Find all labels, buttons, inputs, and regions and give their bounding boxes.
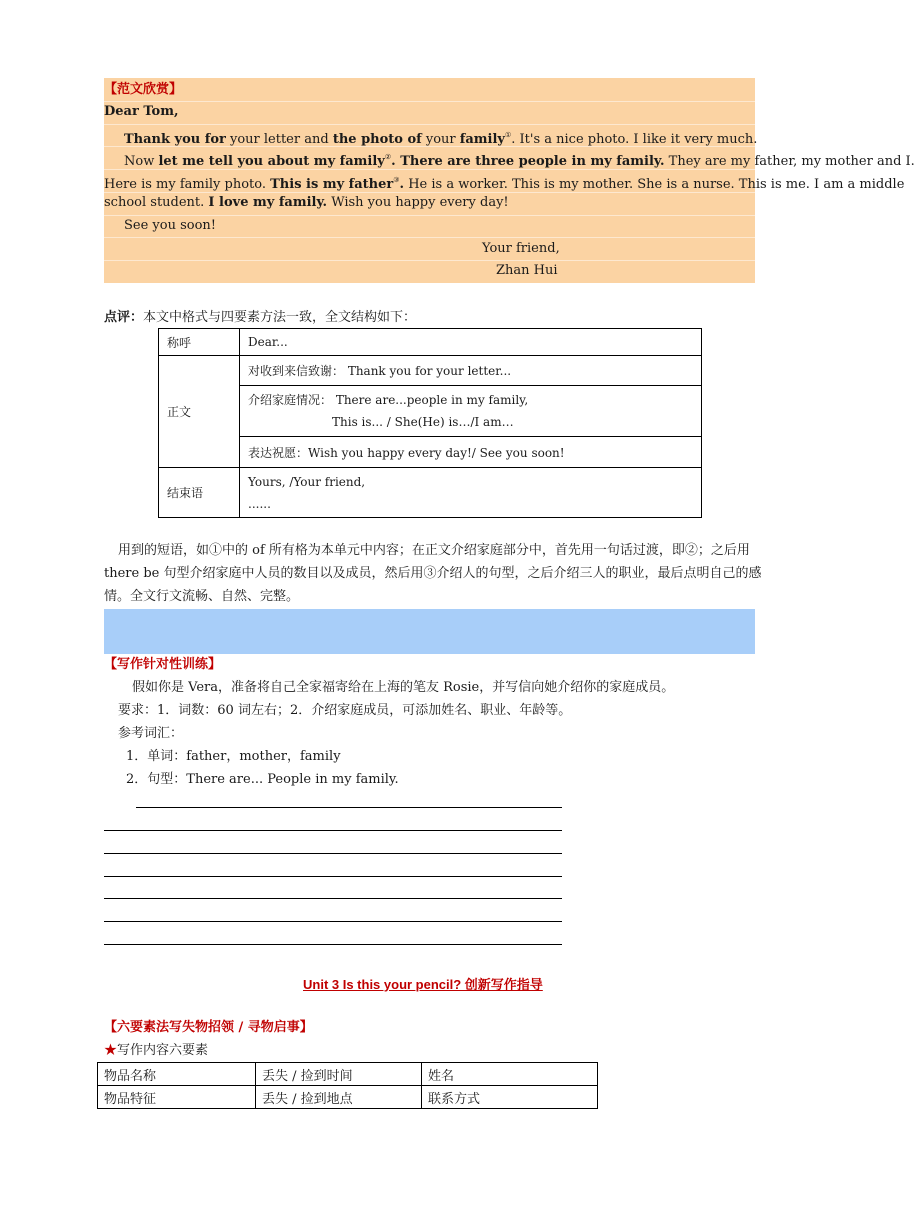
six-elements-heading: 【六要素法写失物招领 / 寻物启事】 — [104, 1020, 313, 1035]
letter-paragraph-2: Now let me tell you about my family②. There are three people in my family. They are my father, my mother and I. — [124, 153, 915, 169]
six-elements-table — [97, 1062, 598, 1109]
answer-line[interactable] — [104, 944, 562, 945]
answer-line[interactable] — [104, 898, 562, 899]
answer-line[interactable] — [104, 921, 562, 922]
letter-signature: Zhan Hui — [496, 263, 558, 278]
table-cell: 姓名 — [422, 1063, 598, 1086]
six-elements-subheading: ★写作内容六要素 — [104, 1043, 209, 1058]
blue-band — [104, 609, 755, 654]
letter-paragraph-1: Thank you for your letter and the photo of your family①. It's a nice photo. I like it very much. — [124, 131, 758, 147]
table-cell: Yours, /Your friend, ...... — [240, 468, 702, 518]
table-row-label: 结束语 — [159, 468, 240, 518]
practice-prompt: 假如你是 Vera，准备将自己全家福寄给在上海的笔友 Rosie，并写信向她介绍你的家庭成员。 — [132, 680, 675, 695]
table-cell: 丢失 / 捡到地点 — [256, 1086, 422, 1109]
analysis-line-1: 用到的短语，如①中的 of 所有格为本单元中内容；在正文介绍家庭部分中，首先用一句话过渡，即②；之后用 — [118, 543, 750, 558]
table-row-label: 正文 — [159, 356, 240, 468]
table-cell: 丢失 / 捡到时间 — [256, 1063, 422, 1086]
star-icon: ★ — [104, 1043, 118, 1058]
table-cell: Dear... — [240, 329, 702, 356]
letter-greeting: Dear Tom, — [104, 104, 179, 119]
comment-line: 点评：本文中格式与四要素方法一致，全文结构如下： — [104, 310, 417, 325]
letter-see-you: See you soon! — [124, 218, 217, 233]
answer-line[interactable] — [104, 830, 562, 831]
analysis-line-2: there be 句型介绍家庭中人员的数目以及成员，然后用③介绍人的句型，之后介绍三人的职业，最后点明自己的感 — [104, 566, 762, 581]
table-cell: 物品特征 — [98, 1086, 256, 1109]
sample-heading: 【范文欣赏】 — [104, 82, 183, 97]
analysis-line-3: 情。全文行文流畅、自然、完整。 — [104, 589, 300, 604]
table-cell: 联系方式 — [422, 1086, 598, 1109]
practice-heading: 【写作针对性训练】 — [104, 657, 222, 672]
table-row-label: 称呼 — [159, 329, 240, 356]
table-cell: 物品名称 — [98, 1063, 256, 1086]
structure-table — [158, 328, 702, 518]
unit-title: Unit 3 Is this your pencil? 创新写作指导 — [303, 977, 543, 992]
practice-pattern: 2．句型：There are... People in my family. — [126, 772, 399, 787]
practice-vocab-label: 参考词汇： — [118, 726, 184, 741]
answer-line[interactable] — [136, 807, 562, 808]
practice-requirements: 要求：1．词数：60 词左右；2．介绍家庭成员，可添加姓名、职业、年龄等。 — [118, 703, 572, 718]
letter-closing: Your friend, — [482, 241, 560, 256]
answer-line[interactable] — [104, 876, 562, 877]
letter-paragraph-3: Here is my family photo. This is my father③. He is a worker. This is my mother. She is a nurse. This is me. I am a middle — [104, 176, 905, 192]
table-cell: 对收到来信致谢： Thank you for your letter... — [240, 356, 702, 386]
letter-paragraph-4: school student. I love my family. Wish you happy every day! — [104, 195, 509, 210]
answer-line[interactable] — [104, 853, 562, 854]
practice-words: 1．单词：father，mother，family — [126, 749, 341, 764]
table-cell: 表达祝愿：Wish you happy every day!/ See you soon! — [240, 437, 702, 468]
table-cell: 介绍家庭情况： There are...people in my family, This is... / She(He) is…/I am… — [240, 386, 702, 437]
